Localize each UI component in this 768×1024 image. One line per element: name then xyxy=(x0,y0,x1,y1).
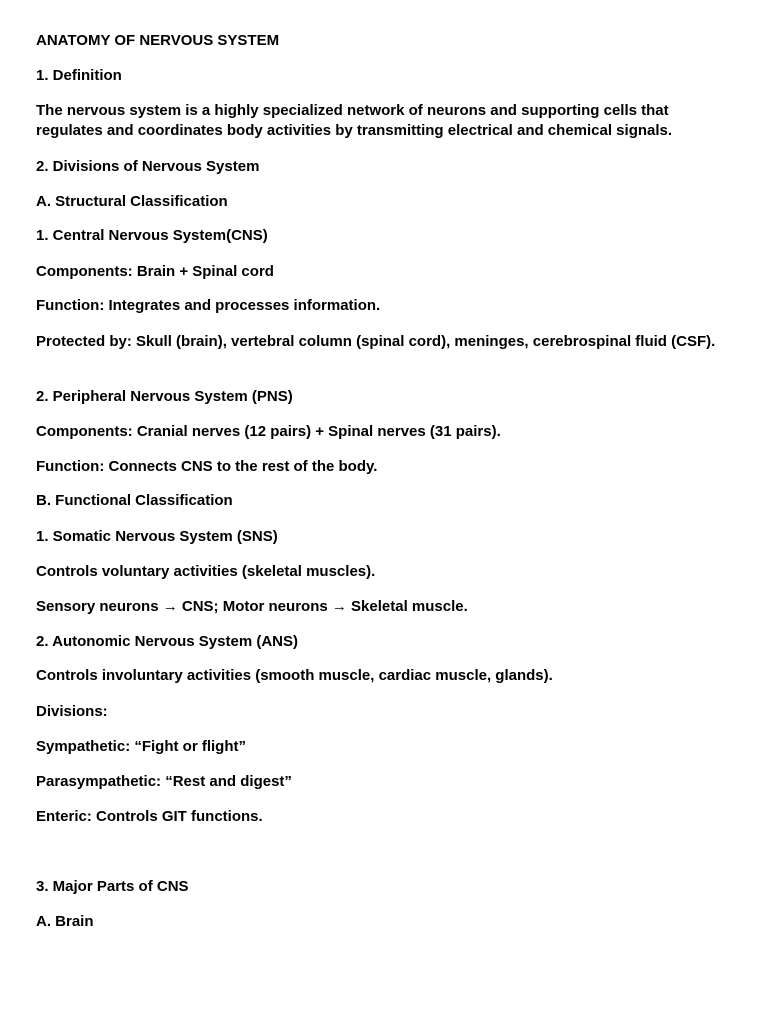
heading-major-parts-cns: 3. Major Parts of CNS xyxy=(36,878,189,895)
cns-components: Components: Brain + Spinal cord xyxy=(36,263,274,280)
heading-pns: 2. Peripheral Nervous System (PNS) xyxy=(36,388,293,405)
ans-control: Controls involuntary activities (smooth muscle, cardiac muscle, glands). xyxy=(36,667,553,684)
pns-components: Components: Cranial nerves (12 pairs) + Spinal nerves (31 pairs). xyxy=(36,423,501,440)
heading-divisions: 2. Divisions of Nervous System xyxy=(36,158,260,175)
cns-protection: Protected by: Skull (brain), vertebral column (spinal cord), meninges, cerebrospinal fluid (CSF). xyxy=(36,333,716,350)
heading-sns: 1. Somatic Nervous System (SNS) xyxy=(36,528,278,545)
ans-enteric: Enteric: Controls GIT functions. xyxy=(36,808,263,825)
document-title: ANATOMY OF NERVOUS SYSTEM xyxy=(36,32,280,49)
definition-paragraph: The nervous system is a highly specialized network of neurons and supporting cells that regulates and coordinates body activities by transmitting electrical and chemical signals. xyxy=(36,102,673,139)
heading-structural-classification: A. Structural Classification xyxy=(36,193,228,210)
ans-parasympathetic: Parasympathetic: “Rest and digest” xyxy=(36,773,292,790)
ans-divisions-label: Divisions: xyxy=(36,703,108,720)
heading-brain: A. Brain xyxy=(36,913,94,930)
heading-definition: 1. Definition xyxy=(36,67,122,84)
cns-function: Function: Integrates and processes information. xyxy=(36,297,381,314)
pns-function: Function: Connects CNS to the rest of the body. xyxy=(36,458,378,475)
heading-cns: 1. Central Nervous System(CNS) xyxy=(36,227,268,244)
heading-functional-classification: B. Functional Classification xyxy=(36,492,233,509)
ans-sympathetic: Sympathetic: “Fight or flight” xyxy=(36,738,246,755)
sns-pathway: Sensory neurons → CNS; Motor neurons → Skeletal muscle. xyxy=(36,598,468,615)
heading-ans: 2. Autonomic Nervous System (ANS) xyxy=(36,633,298,650)
sns-control: Controls voluntary activities (skeletal muscles). xyxy=(36,563,376,580)
